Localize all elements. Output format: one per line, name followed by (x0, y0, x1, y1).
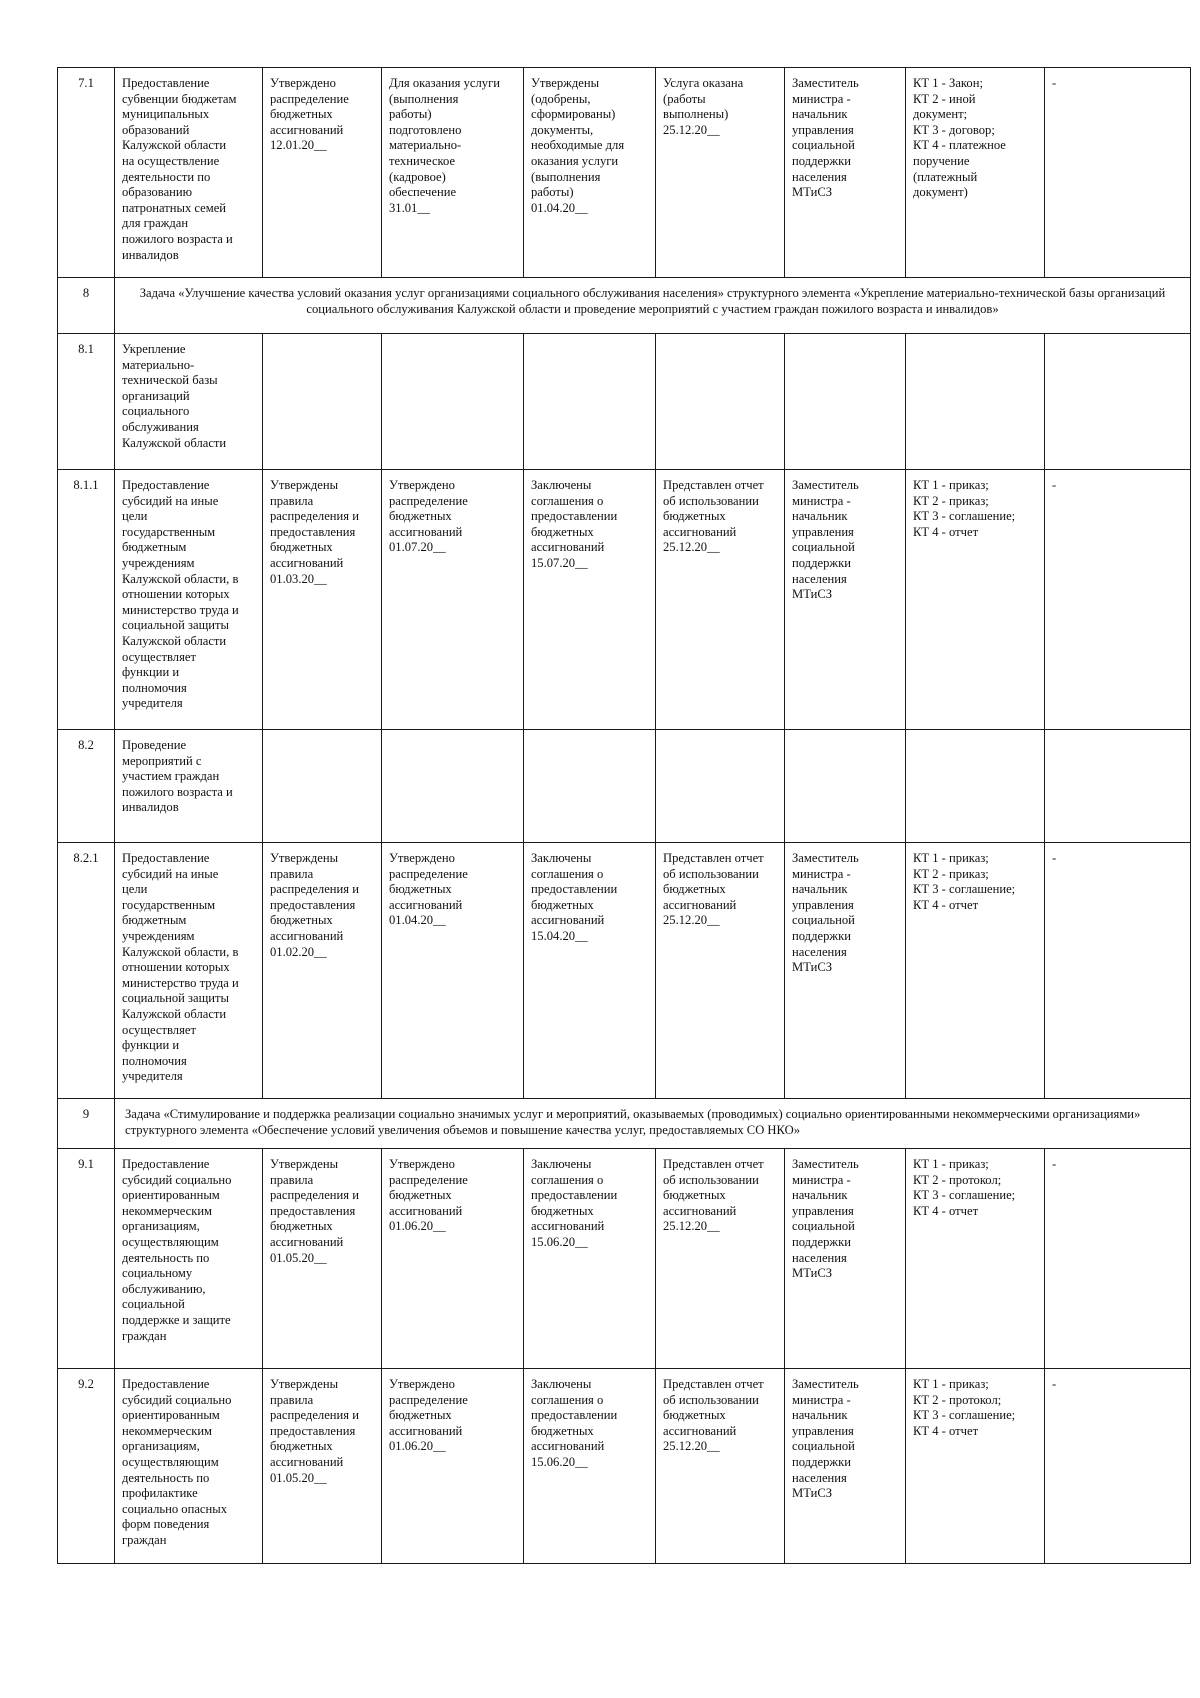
control-point-3: Заключены соглашения о предоставлении бюджетных ассигнований 15.04.20__ (524, 843, 656, 1099)
task-row (58, 278, 1191, 334)
responsible-person (785, 730, 906, 843)
last-column-value: - (1045, 470, 1191, 730)
control-point-4: Представлен отчет об использовании бюджетных ассигнований 25.12.20__ (656, 1369, 785, 1564)
confirming-documents (906, 730, 1045, 843)
control-point-3: Заключены соглашения о предоставлении бюджетных ассигнований 15.06.20__ (524, 1149, 656, 1369)
control-point-1 (263, 334, 382, 470)
last-column-value (1045, 730, 1191, 843)
row-number: 8.1.1 (58, 470, 115, 730)
control-point-2: Утверждено распределение бюджетных ассигнований 01.06.20__ (382, 1149, 524, 1369)
event-name: Предоставление субсидий на иные цели государственным бюджетным учреждениям Калужской области, в отношении которых министерство труда и социальной защиты Калужской области осуществляет функции и полномочия учредителя (115, 843, 263, 1099)
responsible-person (785, 334, 906, 470)
responsible-person: Заместитель министра - начальник управления социальной поддержки населения МТиСЗ (785, 1369, 906, 1564)
responsible-person: Заместитель министра - начальник управления социальной поддержки населения МТиСЗ (785, 470, 906, 730)
control-point-3: Заключены соглашения о предоставлении бюджетных ассигнований 15.06.20__ (524, 1369, 656, 1564)
control-point-2: Для оказания услуги (выполнения работы) подготовлено материально- техническое (кадровое) обеспечение 31.01__ (382, 68, 524, 278)
responsible-person: Заместитель министра - начальник управления социальной поддержки населения МТиСЗ (785, 68, 906, 278)
control-point-1: Утверждены правила распределения и предоставления бюджетных ассигнований 01.03.20__ (263, 470, 382, 730)
confirming-documents (906, 334, 1045, 470)
task-description: Задача «Улучшение качества условий оказания услуг организациями социального обслуживания населения» структурного элемента «Укрепление материально-технической базы организаций социального обслуживания Калужской области и проведение мероприятий с участием граждан пожилого возраста и инвалидов» (115, 278, 1191, 334)
table-row (58, 1369, 1191, 1564)
confirming-documents: КТ 1 - Закон; КТ 2 - иной документ; КТ 3 - договор; КТ 4 - платежное поручение (платежный документ) (906, 68, 1045, 278)
table-row (58, 843, 1191, 1099)
control-point-2: Утверждено распределение бюджетных ассигнований 01.07.20__ (382, 470, 524, 730)
event-name: Предоставление субсидий социально ориентированным некоммерческим организациям, осуществляющим деятельность по профилактике социально опасных форм поведения граждан (115, 1369, 263, 1564)
task-row (58, 1099, 1191, 1149)
control-point-1: Утверждены правила распределения и предоставления бюджетных ассигнований 01.05.20__ (263, 1369, 382, 1564)
row-number: 8.1 (58, 334, 115, 470)
task-number: 9 (58, 1099, 115, 1149)
confirming-documents: КТ 1 - приказ; КТ 2 - приказ; КТ 3 - соглашение; КТ 4 - отчет (906, 843, 1045, 1099)
control-point-4: Представлен отчет об использовании бюджетных ассигнований 25.12.20__ (656, 843, 785, 1099)
confirming-documents: КТ 1 - приказ; КТ 2 - протокол; КТ 3 - соглашение; КТ 4 - отчет (906, 1149, 1045, 1369)
control-point-3 (524, 730, 656, 843)
control-point-4: Представлен отчет об использовании бюджетных ассигнований 25.12.20__ (656, 1149, 785, 1369)
table-row (58, 1149, 1191, 1369)
control-point-3: Заключены соглашения о предоставлении бюджетных ассигнований 15.07.20__ (524, 470, 656, 730)
last-column-value: - (1045, 1149, 1191, 1369)
row-number: 9.2 (58, 1369, 115, 1564)
control-point-3: Утверждены (одобрены, сформированы) документы, необходимые для оказания услуги (выполнения работы) 01.04.20__ (524, 68, 656, 278)
row-number: 8.2 (58, 730, 115, 843)
confirming-documents: КТ 1 - приказ; КТ 2 - протокол; КТ 3 - соглашение; КТ 4 - отчет (906, 1369, 1045, 1564)
control-point-1: Утверждены правила распределения и предоставления бюджетных ассигнований 01.02.20__ (263, 843, 382, 1099)
event-name: Предоставление субсидий на иные цели государственным бюджетным учреждениям Калужской области, в отношении которых министерство труда и социальной защиты Калужской области осуществляет функции и полномочия учредителя (115, 470, 263, 730)
event-name: Укрепление материально- технической базы организаций социального обслуживания Калужской области (115, 334, 263, 470)
control-point-2: Утверждено распределение бюджетных ассигнований 01.04.20__ (382, 843, 524, 1099)
table-row (58, 470, 1191, 730)
event-name: Предоставление субсидий социально ориентированным некоммерческим организациям, осуществляющим деятельность по социальному обслуживанию, социальной поддержке и защите граждан (115, 1149, 263, 1369)
control-point-4 (656, 730, 785, 843)
confirming-documents: КТ 1 - приказ; КТ 2 - приказ; КТ 3 - соглашение; КТ 4 - отчет (906, 470, 1045, 730)
control-point-4: Услуга оказана (работы выполнены) 25.12.20__ (656, 68, 785, 278)
control-point-4 (656, 334, 785, 470)
row-number: 8.2.1 (58, 843, 115, 1099)
control-point-3 (524, 334, 656, 470)
control-point-2 (382, 730, 524, 843)
control-point-1: Утверждены правила распределения и предоставления бюджетных ассигнований 01.05.20__ (263, 1149, 382, 1369)
control-point-4: Представлен отчет об использовании бюджетных ассигнований 25.12.20__ (656, 470, 785, 730)
task-description: Задача «Стимулирование и поддержка реализации социально значимых услуг и мероприятий, оказываемых (проводимых) социально ориентированными некоммерческими организациями» структурного элемента «Обеспечение условий увеличения объемов и повышение качества услуг, предоставляемых СО НКО» (115, 1099, 1191, 1149)
control-point-1: Утверждено распределение бюджетных ассигнований 12.01.20__ (263, 68, 382, 278)
table-row (58, 334, 1191, 470)
control-point-2: Утверждено распределение бюджетных ассигнований 01.06.20__ (382, 1369, 524, 1564)
event-name: Проведение мероприятий с участием граждан пожилого возраста и инвалидов (115, 730, 263, 843)
responsible-person: Заместитель министра - начальник управления социальной поддержки населения МТиСЗ (785, 843, 906, 1099)
control-point-2 (382, 334, 524, 470)
last-column-value: - (1045, 1369, 1191, 1564)
responsible-person: Заместитель министра - начальник управления социальной поддержки населения МТиСЗ (785, 1149, 906, 1369)
task-number: 8 (58, 278, 115, 334)
last-column-value: - (1045, 843, 1191, 1099)
row-number: 7.1 (58, 68, 115, 278)
control-point-1 (263, 730, 382, 843)
document-page (57, 67, 1190, 1564)
last-column-value: - (1045, 68, 1191, 278)
event-name: Предоставление субвенции бюджетам муниципальных образований Калужской области на осуществление деятельности по образованию патронатных семей для граждан пожилого возраста и инвалидов (115, 68, 263, 278)
table-row (58, 68, 1191, 278)
row-number: 9.1 (58, 1149, 115, 1369)
table-row (58, 730, 1191, 843)
control-points-table (57, 67, 1191, 1564)
last-column-value (1045, 334, 1191, 470)
